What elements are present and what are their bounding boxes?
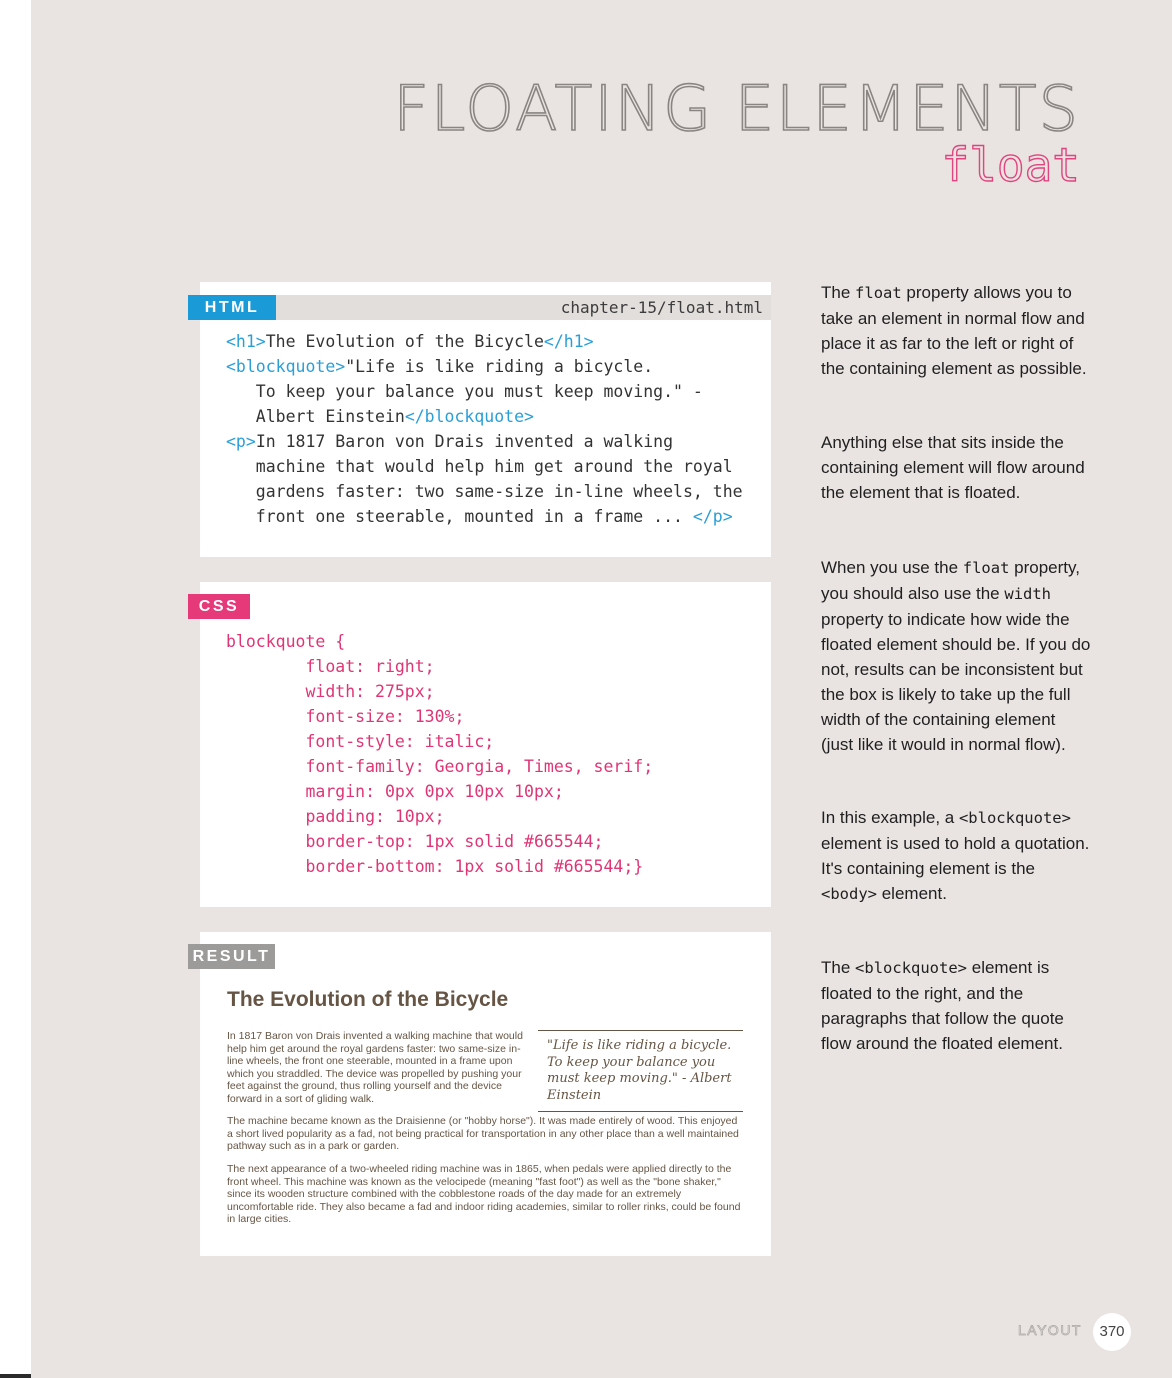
code-tag: </p>: [692, 507, 733, 526]
text-span: When you use the: [821, 558, 963, 577]
text-span: The: [821, 958, 856, 977]
file-name: chapter-15/float.html: [560, 298, 763, 317]
code-line: [226, 454, 743, 479]
result-paragraph-1: In 1817 Baron von Drais invented a walking machine that would help him get around the royal gardens faster: two same-size in-line wheels, the front one steerable, mounted in a frame upon which you straddled. The device was propelled by pushing your feet against the ground, thus rolling yourself and the device forward in a sort of gliding walk.: [227, 1030, 523, 1105]
result-paragraph-3: The next appearance of a two-wheeled riding machine was in 1865, when pedals were applied directly to the front wheel. This machine was known as the velocipede (meaning "fast foot") as well as the "bone shaker," since its wooden structure combined with the cobblestone roads of the day made for an extremely uncomfortable ride. They also became a fad and indoor riding academies, similar to roller rinks, could be found in large cities.: [227, 1163, 741, 1226]
html-tab-label: HTML: [188, 295, 276, 320]
inline-code: <blockquote>: [855, 959, 968, 977]
code-tag: <h1>: [226, 332, 266, 351]
code-text: The Evolution of the Bicycle: [265, 332, 544, 351]
code-line: [226, 354, 743, 379]
code-text: To keep your balance you must keep moving." -: [226, 382, 703, 401]
code-line: margin: 0px 0px 10px 10px;: [226, 782, 564, 801]
code-text: In 1817 Baron von Drais invented a walking: [255, 432, 674, 451]
code-line: font-size: 130%;: [226, 707, 465, 726]
page-subtitle: float: [941, 138, 1080, 192]
code-line: border-top: 1px solid #665544;: [226, 832, 604, 851]
text-span: element is used to hold a quotation. It's containing element is the: [821, 834, 1090, 878]
code-line: [226, 379, 743, 404]
page-number: 370: [1093, 1313, 1131, 1351]
code-line: padding: 10px;: [226, 807, 445, 826]
inline-code: width: [1004, 585, 1052, 603]
text-span: Anything else that sits inside the containing element will flow around the element that is floated.: [821, 433, 1085, 502]
code-tag: </blockquote>: [404, 407, 534, 426]
body-paragraph-3: [821, 555, 1091, 757]
code-tag: </h1>: [543, 332, 594, 351]
code-text: "Life is like riding a bicycle.: [345, 357, 654, 376]
inline-code: <blockquote>: [958, 809, 1071, 827]
body-paragraph-2: [821, 430, 1091, 505]
inline-code: <body>: [821, 885, 877, 903]
text-span: In this example, a: [821, 808, 959, 827]
body-paragraph-4: [821, 805, 1091, 907]
code-line: float: right;: [226, 657, 435, 676]
code-text: machine that would help him get around the royal: [226, 457, 733, 476]
code-line: border-bottom: 1px solid #665544;}: [226, 857, 644, 876]
code-line: [226, 404, 743, 429]
css-tab-label: CSS: [188, 594, 250, 619]
page-edge-line: [0, 1374, 31, 1378]
code-line: [226, 479, 743, 504]
inline-code: float: [962, 559, 1010, 577]
code-line: [226, 329, 743, 354]
inline-code: float: [855, 284, 902, 302]
result-heading: The Evolution of the Bicycle: [227, 988, 509, 1011]
result-tab-label: RESULT: [188, 944, 275, 969]
code-tag: <blockquote>: [226, 357, 346, 376]
body-paragraph-5: [821, 955, 1091, 1056]
code-text: gardens faster: two same-size in-line wheels, the: [226, 482, 743, 501]
code-line: [226, 504, 743, 529]
body-paragraph-1: [821, 280, 1091, 381]
result-blockquote: "Life is like riding a bicycle. To keep your balance you must keep moving." - Albert Einstein: [538, 1030, 743, 1112]
code-line: blockquote {: [226, 632, 346, 651]
text-span: property, you should also use the: [821, 558, 1080, 603]
code-line: font-family: Georgia, Times, serif;: [226, 757, 654, 776]
text-span: The: [821, 283, 856, 302]
code-text: Albert Einstein: [226, 407, 405, 426]
code-line: width: 275px;: [226, 682, 435, 701]
code-line: font-style: italic;: [226, 732, 495, 751]
html-code-block: [226, 329, 743, 529]
css-code-block: [226, 629, 653, 879]
text-span: element.: [877, 884, 947, 903]
text-span: element is floated to the right, and the paragraphs that follow the quote flow around the floated element.: [821, 958, 1064, 1053]
page-title: FLOATING ELEMENTS: [393, 72, 1080, 145]
section-label: LAYOUT: [1018, 1322, 1082, 1338]
code-text: front one steerable, mounted in a frame ...: [226, 507, 693, 526]
result-paragraph-2: The machine became known as the Draisienne (or "hobby horse"). It was made entirely of wood. This enjoyed a short lived popularity as a fad, not being practical for transportation in any other place than a well maintained pathway such as in a park or garden.: [227, 1115, 739, 1153]
text-span: property allows you to take an element in normal flow and place it as far to the left or right of the containing element as possible.: [821, 283, 1087, 378]
text-span: property to indicate how wide the floated element should be. If you do not, results can be inconsistent but the box is likely to take up the full width of the containing element (just like it would in normal flow).: [821, 610, 1091, 754]
code-line: [226, 429, 743, 454]
code-tag: <p>: [226, 432, 256, 451]
